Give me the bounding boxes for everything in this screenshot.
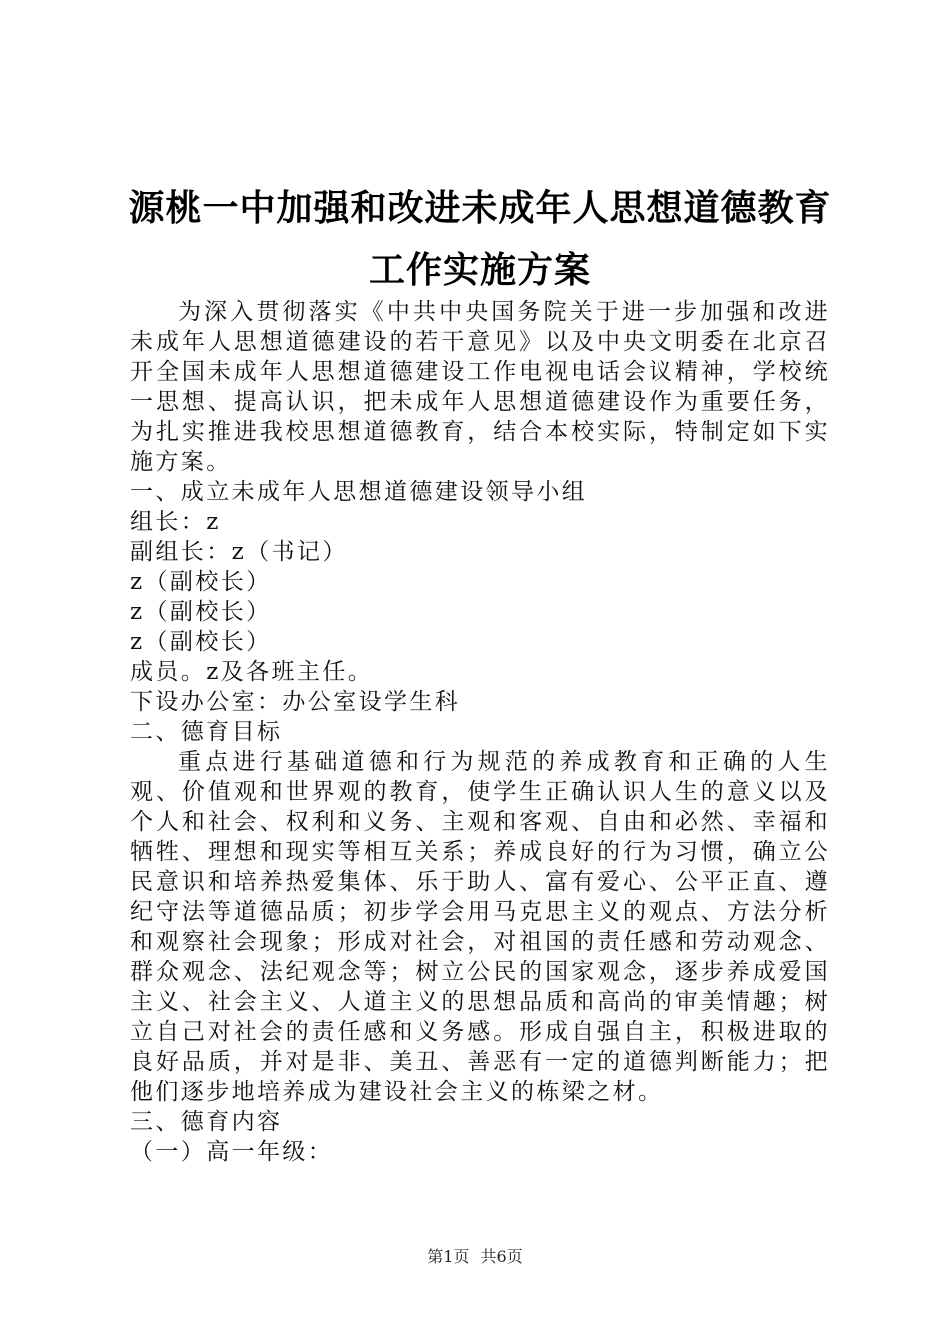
vice-principal-line: z（副校长）	[130, 569, 272, 595]
document-title: 源桃一中加强和改进未成年人思想道德教育工作实施方案	[128, 188, 832, 291]
section-heading: 二、德育目标	[130, 719, 283, 745]
page-number: 第1页	[427, 1247, 470, 1266]
goals-paragraph: 重点进行基础道德和行为规范的养成教育和正确的人生观、价值观和世界观的教育，使学生正确认识人生的意义以及个人和社会、权利和义务、主观和客观、自由和必然、幸福和牺牲、理想和现实等相互关系；养成良好的行为习惯，确立公民意识和培养热爱集体、乐于助人、富有爱心、公平正直、遵纪守法等道德品质；初步学会用马克思主义的观点、方法分析和观察社会现象；形成对社会，对祖国的责任感和劳动观念、群众观念、法纪观念等；树立公民的国家观念，逐步养成爱国主义、社会主义、人道主义的思想品质和高尚的审美情趣；树立自己对社会的责任感和义务感。形成自强自主，积极进取的良好品质，并对是非、美丑、善恶有一定的道德判断能力；把他们逐步地培养成为建设社会主义的栋梁之材。	[130, 749, 830, 1105]
vice-principal-line: z（副校长）	[130, 599, 272, 625]
page-total: 共6页	[480, 1247, 523, 1266]
leader-line: 组长：z	[130, 509, 221, 535]
page-footer	[0, 1244, 950, 1267]
intro-paragraph: 为深入贯彻落实《中共中央国务院关于进一步加强和改进未成年人思想道德建设的若干意见》以及中央文明委在北京召开全国未成年人思想道德建设工作电视电话会议精神，学校统一思想、提高认识，把未成年人思想道德建设作为重要任务，为扎实推进我校思想道德教育，结合本校实际，特制定如下实施方案。	[130, 299, 830, 475]
office-line: 下设办公室：办公室设学生科	[130, 689, 461, 715]
vice-principal-line: z（副校长）	[130, 629, 272, 655]
vice-leader-line: 副组长：z（书记）	[130, 539, 348, 565]
section-heading: 一、成立未成年人思想道德建设领导小组	[130, 479, 588, 505]
section-heading: 三、德育内容	[130, 1109, 283, 1135]
document-body	[130, 297, 830, 1167]
subsection-heading: （一）高一年级：	[130, 1139, 334, 1165]
members-line: 成员。z及各班主任。	[130, 659, 374, 685]
